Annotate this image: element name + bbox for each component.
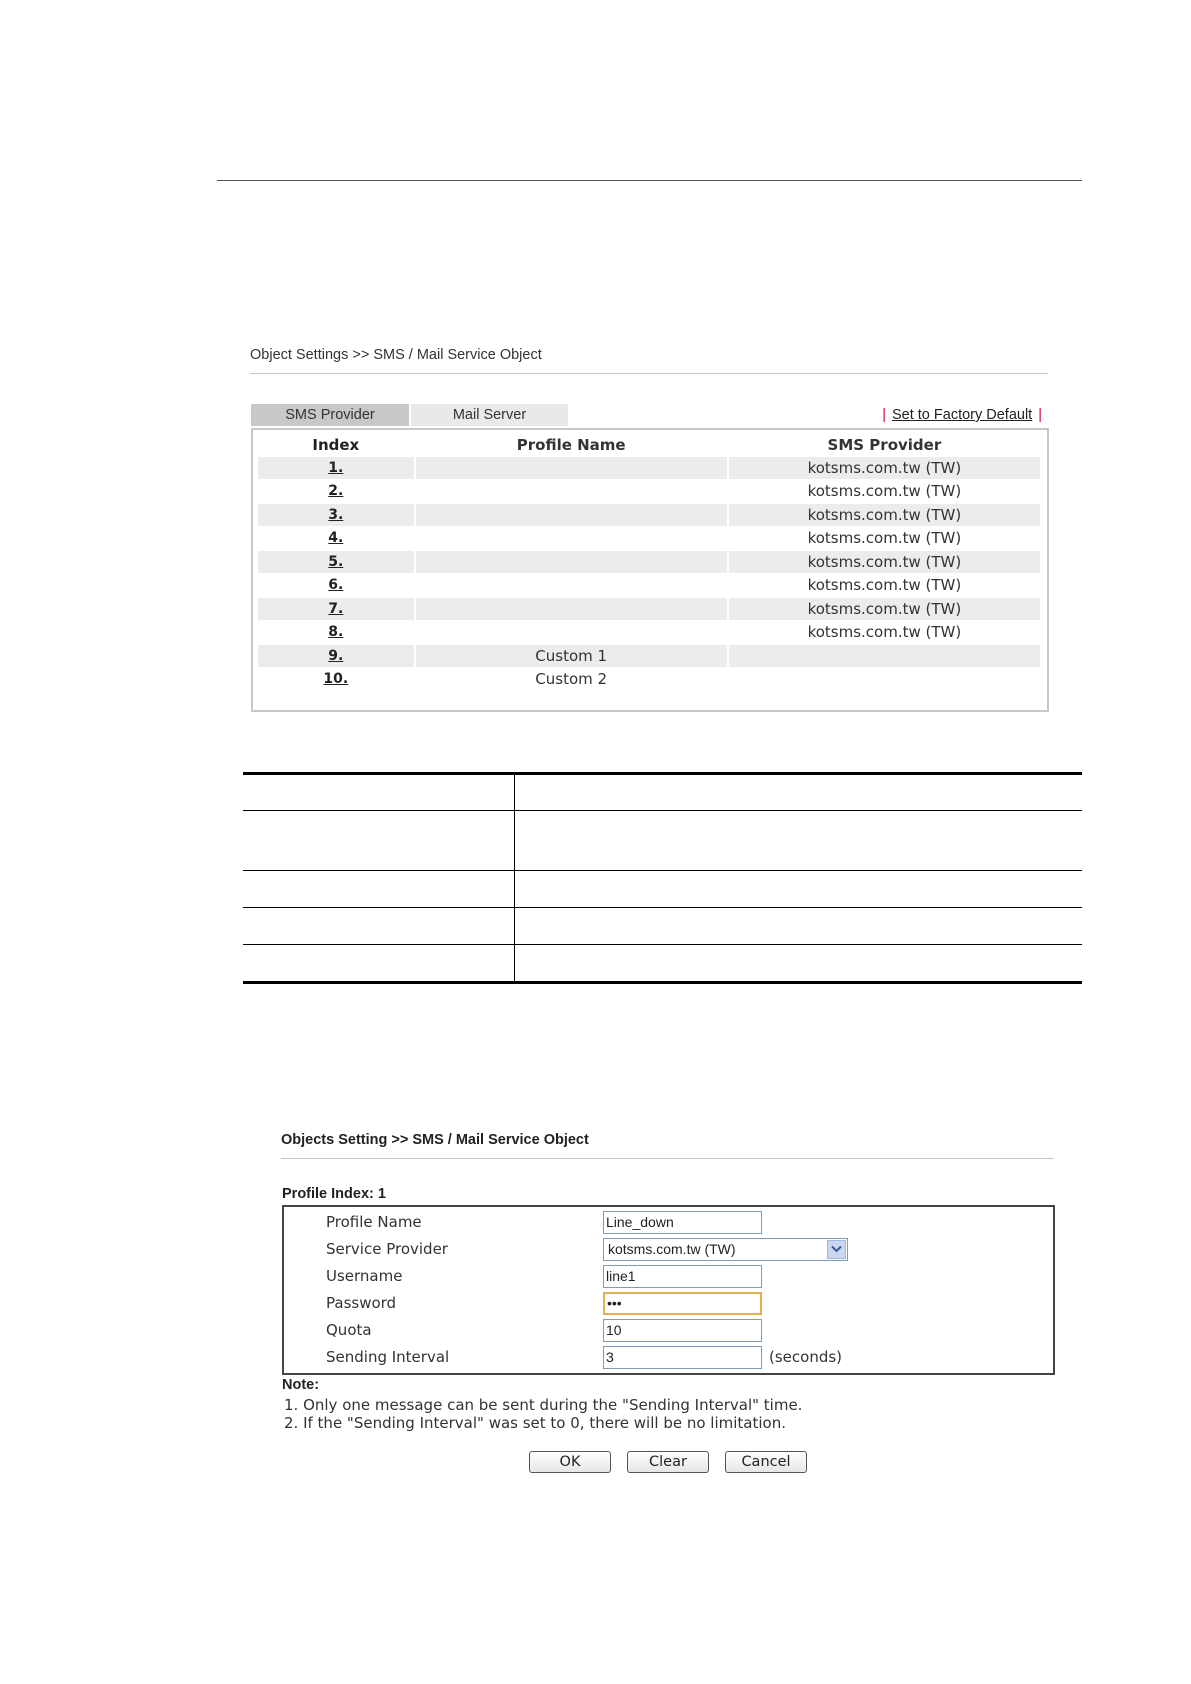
table-row — [258, 550, 1042, 574]
table-row — [258, 480, 1042, 504]
description-row — [243, 871, 1082, 908]
profile-name-cell — [416, 480, 727, 502]
clear-button[interactable]: Clear — [627, 1451, 709, 1473]
profile-name-cell — [416, 504, 727, 526]
sms-provider-cell — [729, 645, 1040, 667]
sms-provider-table — [251, 428, 1049, 712]
sending-interval-input[interactable] — [603, 1346, 762, 1369]
description-cell — [243, 811, 515, 870]
title-divider — [250, 373, 1048, 374]
profile-name-cell: Custom 1 — [416, 645, 727, 667]
field-label: Password — [326, 1294, 397, 1312]
note-line: 2. If the "Sending Interval" was set to 0, there will be no limitation. — [284, 1414, 786, 1432]
form-row-profile-name — [326, 1210, 762, 1234]
sms-provider-cell: kotsms.com.tw (TW) — [729, 457, 1040, 479]
description-cell — [243, 945, 515, 981]
quota-input[interactable] — [603, 1319, 762, 1342]
username-input[interactable] — [603, 1265, 762, 1288]
password-input[interactable] — [603, 1292, 762, 1315]
table-row — [258, 574, 1042, 598]
description-cell — [515, 945, 1082, 981]
column-header-sms-provider: SMS Provider — [827, 436, 942, 454]
sms-provider-cell — [729, 668, 1040, 690]
profile-index-link[interactable]: 4. — [328, 530, 344, 547]
tab-mail-server[interactable]: Mail Server — [411, 404, 568, 426]
breadcrumb-title: Objects Setting >> SMS / Mail Service Object — [281, 1132, 589, 1148]
description-cell — [243, 871, 515, 907]
ok-button[interactable]: OK — [529, 1451, 611, 1473]
description-cell — [515, 811, 1082, 870]
separator: | — [882, 407, 886, 423]
form-row-quota — [326, 1318, 762, 1342]
description-cell — [515, 775, 1082, 810]
factory-default-area — [876, 407, 1048, 423]
table-row — [258, 597, 1042, 621]
form-row-password — [326, 1291, 762, 1315]
profile-name-cell — [416, 598, 727, 620]
profile-name-cell — [416, 457, 727, 479]
title-divider — [281, 1158, 1054, 1159]
form-row-sending-interval — [326, 1345, 842, 1369]
profile-index-link[interactable]: 3. — [328, 506, 344, 523]
sms-provider-cell: kotsms.com.tw (TW) — [729, 504, 1040, 526]
profile-name-cell — [416, 574, 727, 596]
form-row-service-provider — [326, 1237, 848, 1261]
set-to-factory-default-link[interactable]: Set to Factory Default — [891, 407, 1033, 423]
service-provider-select[interactable] — [603, 1238, 848, 1261]
selected-value: kotsms.com.tw (TW) — [608, 1241, 736, 1257]
sms-provider-cell: kotsms.com.tw (TW) — [807, 623, 962, 642]
sms-provider-cell: kotsms.com.tw (TW) — [807, 482, 962, 501]
field-label: Profile Name — [326, 1213, 422, 1231]
table-row — [258, 668, 1042, 692]
sms-provider-cell: kotsms.com.tw (TW) — [729, 598, 1040, 620]
profile-index-link[interactable]: 9. — [328, 647, 344, 664]
separator: | — [1038, 407, 1042, 423]
table-header — [258, 434, 1042, 456]
profile-index-label: Profile Index: 1 — [282, 1186, 386, 1202]
profile-name-cell — [416, 527, 727, 549]
table-row — [258, 456, 1042, 480]
profile-name-input[interactable] — [603, 1211, 762, 1234]
description-cell — [515, 871, 1082, 907]
table-row — [258, 503, 1042, 527]
note-title: Note: — [282, 1377, 320, 1393]
profile-index-link[interactable]: 6. — [328, 577, 344, 594]
description-row — [243, 908, 1082, 945]
profile-form — [282, 1205, 1055, 1375]
profile-name-cell — [416, 621, 727, 643]
field-label: Service Provider — [326, 1240, 448, 1258]
profile-index-link[interactable]: 5. — [328, 553, 344, 570]
description-table — [243, 772, 1082, 984]
profile-index-link[interactable]: 2. — [328, 483, 344, 500]
unit-label: (seconds) — [769, 1348, 843, 1366]
table-row — [258, 527, 1042, 551]
form-row-username — [326, 1264, 762, 1288]
field-label: Sending Interval — [326, 1348, 450, 1366]
column-header-index: Index — [312, 436, 360, 454]
description-row — [243, 811, 1082, 871]
profile-index-link[interactable]: 7. — [328, 600, 344, 617]
table-row — [258, 621, 1042, 645]
description-cell — [243, 775, 515, 810]
sms-provider-cell: kotsms.com.tw (TW) — [807, 529, 962, 548]
description-cell — [515, 908, 1082, 944]
sms-provider-cell: kotsms.com.tw (TW) — [807, 576, 962, 595]
profile-index-link[interactable]: 10. — [323, 671, 349, 688]
field-label: Username — [326, 1267, 403, 1285]
description-row — [243, 775, 1082, 811]
profile-name-cell — [416, 551, 727, 573]
sms-provider-cell: kotsms.com.tw (TW) — [729, 551, 1040, 573]
field-label: Quota — [326, 1321, 372, 1339]
profile-index-link[interactable]: 8. — [328, 624, 344, 641]
note-line: 1. Only one message can be sent during the "Sending Interval" time. — [284, 1396, 803, 1414]
profile-index-link[interactable]: 1. — [328, 459, 344, 476]
profile-name-cell: Custom 2 — [535, 670, 608, 689]
breadcrumb-title: Object Settings >> SMS / Mail Service Object — [250, 347, 542, 363]
page-header-rule — [217, 180, 1082, 181]
table-row — [258, 644, 1042, 668]
description-row — [243, 945, 1082, 981]
description-cell — [243, 908, 515, 944]
cancel-button[interactable]: Cancel — [725, 1451, 807, 1473]
chevron-down-icon[interactable] — [827, 1240, 846, 1259]
column-header-profile-name: Profile Name — [516, 436, 626, 454]
tab-sms-provider[interactable]: SMS Provider — [251, 404, 409, 426]
